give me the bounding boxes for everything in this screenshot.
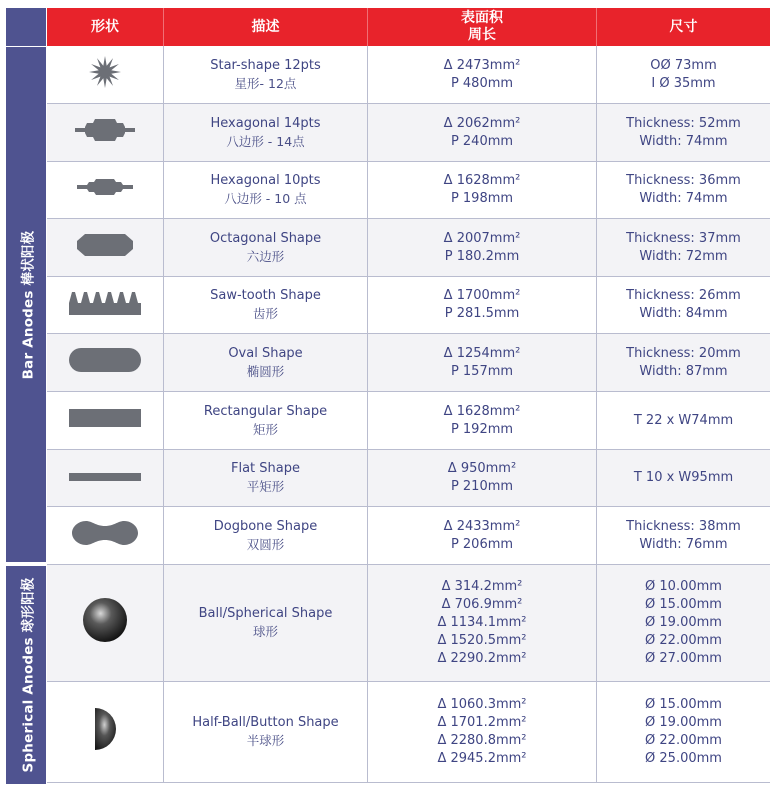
area-value: Δ 2290.2mm²: [437, 651, 527, 666]
hexagonal-10-icon: [77, 176, 133, 204]
area-value: Δ 2007mm²: [443, 230, 521, 246]
description-cn: 矩形: [252, 421, 278, 437]
header-perimeter: 周长: [468, 27, 496, 43]
hexagonal-14-icon: [75, 116, 135, 150]
size-value: Thickness: 36mm: [626, 173, 741, 188]
area-perimeter-cell: [368, 507, 597, 564]
description-en: Hexagonal 14pts: [210, 115, 321, 131]
size-value: Ø 19.00mm: [645, 715, 722, 730]
table-row: [47, 682, 770, 783]
area-value: Δ 2433mm²: [443, 518, 521, 534]
size-value: Width: 87mm: [639, 363, 728, 379]
header-size: 尺寸: [669, 18, 698, 35]
area-value: Δ 1134.1mm²: [437, 615, 527, 630]
description-cn: 八边形 - 14点: [226, 133, 305, 149]
description-cell: [164, 104, 368, 161]
area-perimeter-cell: [368, 46, 597, 103]
header-description: 描述: [164, 8, 368, 46]
size-value: Width: 72mm: [639, 248, 728, 264]
description-en: Oval Shape: [228, 345, 303, 361]
area-perimeter-cell: [368, 565, 597, 681]
table-row: [47, 392, 770, 450]
description-en: Hexagonal 10pts: [210, 173, 321, 188]
description-cn: 双圆形: [246, 536, 285, 552]
header-area: 表面积: [461, 10, 503, 26]
shape-cell: [47, 277, 164, 333]
size-value: Width: 74mm: [639, 191, 728, 206]
size-value: Ø 25.00mm: [645, 751, 722, 766]
table-row: [47, 450, 770, 507]
description-en: Rectangular Shape: [203, 403, 328, 419]
area-value: Δ 2473mm²: [443, 57, 521, 73]
size-cell: [597, 277, 770, 333]
size-cell: [597, 507, 770, 564]
description-cn: 六边形: [246, 248, 285, 264]
area-value: P 480mm: [450, 75, 514, 91]
group-label-bar-anodes: [6, 47, 46, 564]
area-perimeter-cell: [368, 277, 597, 333]
half-ball-icon: [92, 706, 118, 758]
header-shape: 形状: [47, 8, 164, 46]
shape-cell: [47, 450, 164, 506]
area-value: P 157mm: [450, 363, 514, 379]
size-value: Thickness: 26mm: [626, 288, 741, 303]
area-perimeter-cell: [368, 450, 597, 506]
size-value: Width: 84mm: [639, 306, 728, 321]
area-value: P 192mm: [450, 421, 514, 437]
size-value: Width: 74mm: [639, 133, 728, 149]
size-value: Ø 22.00mm: [645, 733, 722, 748]
description-cell: [164, 450, 368, 506]
description-cn: 星形- 12点: [234, 75, 297, 91]
shape-cell: [47, 219, 164, 276]
table-row: [47, 565, 770, 682]
description-en: Half-Ball/Button Shape: [192, 715, 339, 730]
description-cell: [164, 162, 368, 218]
description-en: Ball/Spherical Shape: [198, 606, 333, 621]
area-value: Δ 314.2mm²: [441, 579, 523, 594]
size-cell: [597, 565, 770, 681]
area-value: Δ 1060.3mm²: [437, 697, 527, 712]
size-cell: [597, 104, 770, 161]
area-value: P 281.5mm: [444, 306, 520, 321]
shape-cell: [47, 682, 164, 782]
area-perimeter-cell: [368, 682, 597, 782]
area-value: Δ 1701.2mm²: [437, 715, 527, 730]
description-cell: [164, 219, 368, 276]
area-value: P 198mm: [450, 191, 514, 206]
size-value: Thickness: 38mm: [626, 518, 741, 534]
shape-cell: [47, 565, 164, 681]
shape-cell: [47, 104, 164, 161]
area-value: Δ 1628mm²: [443, 173, 521, 188]
star-icon: [85, 52, 125, 98]
shape-cell: [47, 392, 164, 449]
area-value: Δ 2280.8mm²: [437, 733, 527, 748]
shape-cell: [47, 46, 164, 103]
table-row: [47, 334, 770, 392]
flat-bar-icon: [69, 469, 141, 487]
area-value: P 206mm: [450, 536, 514, 552]
size-value: Ø 15.00mm: [645, 597, 722, 612]
size-cell: [597, 682, 770, 782]
description-en: Flat Shape: [231, 461, 300, 476]
description-cn: 八边形 - 10 点: [224, 191, 307, 206]
size-value: T 10 x W95mm: [633, 470, 734, 485]
spherical-anodes-label: Spherical Anodes 球形阳极: [20, 577, 36, 773]
area-perimeter-cell: [368, 392, 597, 449]
size-value: T 22 x W74mm: [633, 412, 734, 428]
shape-cell: [47, 334, 164, 391]
size-cell: [597, 392, 770, 449]
size-value: Ø 22.00mm: [645, 633, 722, 648]
description-cn: 齿形: [252, 306, 278, 321]
size-value: Ø 19.00mm: [645, 615, 722, 630]
description-cn: 平矩形: [246, 479, 285, 494]
area-perimeter-cell: [368, 219, 597, 276]
rectangle-icon: [69, 409, 141, 433]
description-en: Octagonal Shape: [209, 230, 322, 246]
description-en: Star-shape 12pts: [210, 57, 321, 73]
description-cell: [164, 392, 368, 449]
table-row: [47, 46, 770, 104]
area-perimeter-cell: [368, 334, 597, 391]
size-value: Ø 10.00mm: [645, 579, 722, 594]
description-cell: [164, 565, 368, 681]
description-cell: [164, 46, 368, 103]
area-perimeter-cell: [368, 162, 597, 218]
table-row: [47, 507, 770, 565]
description-en: Dogbone Shape: [213, 518, 318, 534]
shape-cell: [47, 507, 164, 564]
area-value: P 240mm: [450, 133, 514, 149]
size-cell: [597, 334, 770, 391]
header-corner: [6, 8, 46, 46]
size-value: Thickness: 20mm: [626, 345, 741, 361]
size-value: Ø 15.00mm: [645, 697, 722, 712]
area-value: Δ 2945.2mm²: [437, 751, 527, 766]
group-label-spherical-anodes: [6, 566, 46, 784]
description-cn: 半球形: [246, 733, 285, 748]
description-cn: 球形: [252, 624, 278, 639]
ball-icon: [81, 596, 129, 650]
area-value: Δ 2062mm²: [443, 115, 521, 131]
area-value: Δ 950mm²: [447, 461, 517, 476]
description-cell: [164, 334, 368, 391]
size-value: Thickness: 37mm: [626, 230, 741, 246]
table-row: [47, 277, 770, 334]
size-value: Width: 76mm: [639, 536, 728, 552]
size-cell: [597, 450, 770, 506]
size-cell: [597, 162, 770, 218]
area-value: Δ 706.9mm²: [441, 597, 523, 612]
description-cell: [164, 507, 368, 564]
table-header: [47, 8, 770, 46]
anode-table: [47, 46, 770, 783]
description-cell: [164, 277, 368, 333]
header-area-perimeter: [368, 8, 597, 46]
shape-cell: [47, 162, 164, 218]
area-value: P 180.2mm: [444, 248, 520, 264]
bar-anodes-label: Bar Anodes 棒状阳极: [20, 230, 36, 379]
area-perimeter-cell: [368, 104, 597, 161]
size-cell: [597, 219, 770, 276]
area-value: Δ 1520.5mm²: [437, 633, 527, 648]
size-value: Ø 27.00mm: [645, 651, 722, 666]
area-value: Δ 1254mm²: [443, 345, 521, 361]
octagonal-icon: [77, 232, 133, 264]
size-value: I Ø 35mm: [651, 75, 716, 91]
dogbone-icon: [72, 519, 138, 553]
description-cn: 椭圆形: [246, 363, 285, 379]
oval-icon: [69, 348, 141, 378]
table-row: [47, 162, 770, 219]
area-value: Δ 1628mm²: [443, 403, 521, 419]
size-value: OØ 73mm: [650, 57, 717, 73]
size-value: Thickness: 52mm: [626, 115, 741, 131]
table-row: [47, 219, 770, 277]
description-en: Saw-tooth Shape: [210, 288, 321, 303]
description-cell: [164, 682, 368, 782]
size-cell: [597, 46, 770, 103]
area-value: Δ 1700mm²: [443, 288, 521, 303]
table-row: [47, 104, 770, 162]
area-value: P 210mm: [450, 479, 514, 494]
sawtooth-icon: [69, 289, 141, 321]
